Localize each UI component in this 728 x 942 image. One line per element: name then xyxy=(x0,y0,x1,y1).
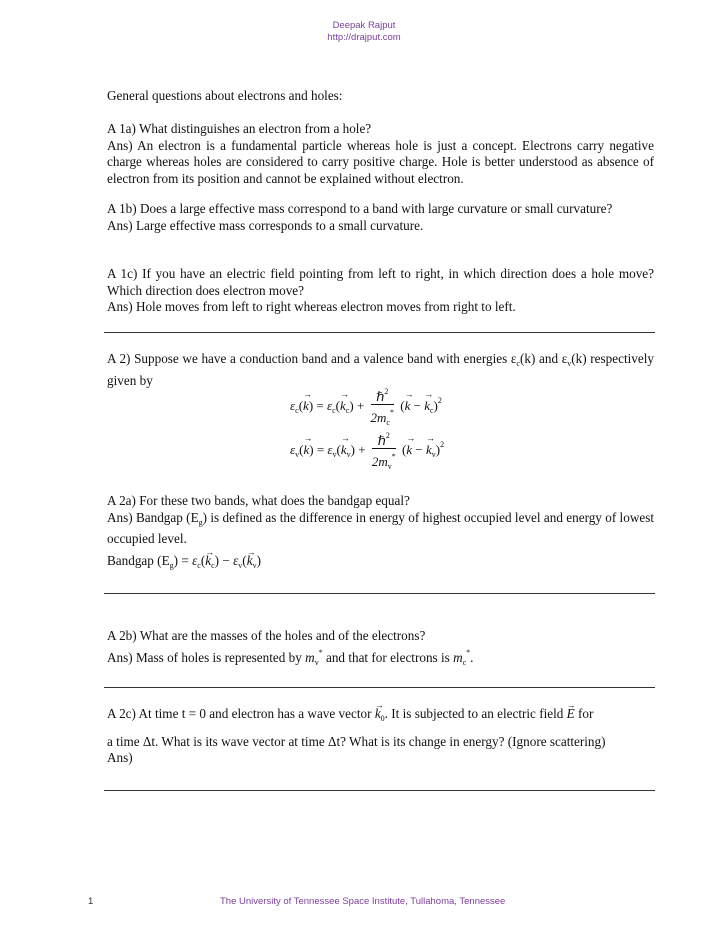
equation-conduction-band: $\varepsilon_c(\to k) = \varepsilon_c(\to k_c)$ + $\frac{\hbar^2}{2m_c^*}$ (→ k − → $k_c)^2$ xyxy=(290,384,442,430)
header-url[interactable]: http://drajput.com xyxy=(327,32,401,43)
divider-4 xyxy=(104,790,655,791)
q2b-block xyxy=(107,628,654,671)
q2c-block xyxy=(107,706,654,767)
q1c-question: A 1c) If you have an electric field pointing from left to right, in which direction does a hole move? Which direction does electron move? xyxy=(107,266,654,298)
footer-institution: The University of Tennessee Space Institute, Tullahoma, Tennessee xyxy=(220,896,506,907)
header-author: Deepak Rajput xyxy=(332,20,396,31)
divider-3 xyxy=(104,687,655,688)
q2c-answer: Ans) xyxy=(107,750,133,766)
intro-heading xyxy=(107,88,654,105)
intro-text: General questions about electrons and holes: xyxy=(107,88,343,103)
q1b-block xyxy=(107,201,654,234)
q2c-line1: A 2c) At time t = 0 and electron has a wave vector → $k_0$. It is subjected to an electric field → E for xyxy=(107,706,654,728)
q1c-block xyxy=(107,266,654,316)
equation-valence-band: $\varepsilon_v(\to k) = \varepsilon_v(\to k_v)$ + $\frac{\hbar^2}{2m_v^*}$ (→ k − → $k_v)^2$ xyxy=(290,428,444,474)
q1a-question: A 1a) What distinguishes an electron from a hole? xyxy=(107,121,372,136)
q2b-question: A 2b) What are the masses of the holes and of the electrons? xyxy=(107,628,426,643)
q2-question: A 2) Suppose we have a conduction band and a valence band with energies $\varepsilon_c(k)$ and $\varepsilon_v(k)$ respectively given by xyxy=(107,351,654,388)
q2b-answer: Ans) Mass of holes is represented by $m_v^*$ and that for electrons is $m_c^*$. xyxy=(107,647,474,667)
q2c-line2: a time Δt. What is its wave vector at time Δt? What is its change in energy? (Ignore scattering) xyxy=(107,733,606,749)
divider-1 xyxy=(104,332,655,333)
q1a-block xyxy=(107,121,654,187)
q2a-block xyxy=(107,493,654,548)
page-number: 1 xyxy=(88,896,94,907)
q1c-answer: Ans) Hole moves from left to right whereas electron moves from right to left. xyxy=(107,299,516,315)
q2a-question: A 2a) For these two bands, what does the bandgap equal? xyxy=(107,493,410,508)
q2a-answer: Ans) Bandgap $(E_g)$ is defined as the difference in energy of highest occupied level and energy of lowest occupied level. xyxy=(107,509,654,547)
divider-2 xyxy=(104,593,655,594)
q1b-question: A 1b) Does a large effective mass correspond to a band with large curvature or small curvature? xyxy=(107,201,613,216)
q1a-answer: Ans) An electron is a fundamental particle whereas hole is just a concept. Electrons carry negative charge whereas holes are considered to carry positive charge. Hole is better understood as absence of electron from its position and cannot be explained without electron. xyxy=(107,137,654,186)
bandgap-formula: Bandgap $(E_g) = \varepsilon_c(\to k_c) - \varepsilon_v(\to k_v)$ xyxy=(107,553,654,575)
q1b-answer: Ans) Large effective mass corresponds to a small curvature. xyxy=(107,217,424,233)
